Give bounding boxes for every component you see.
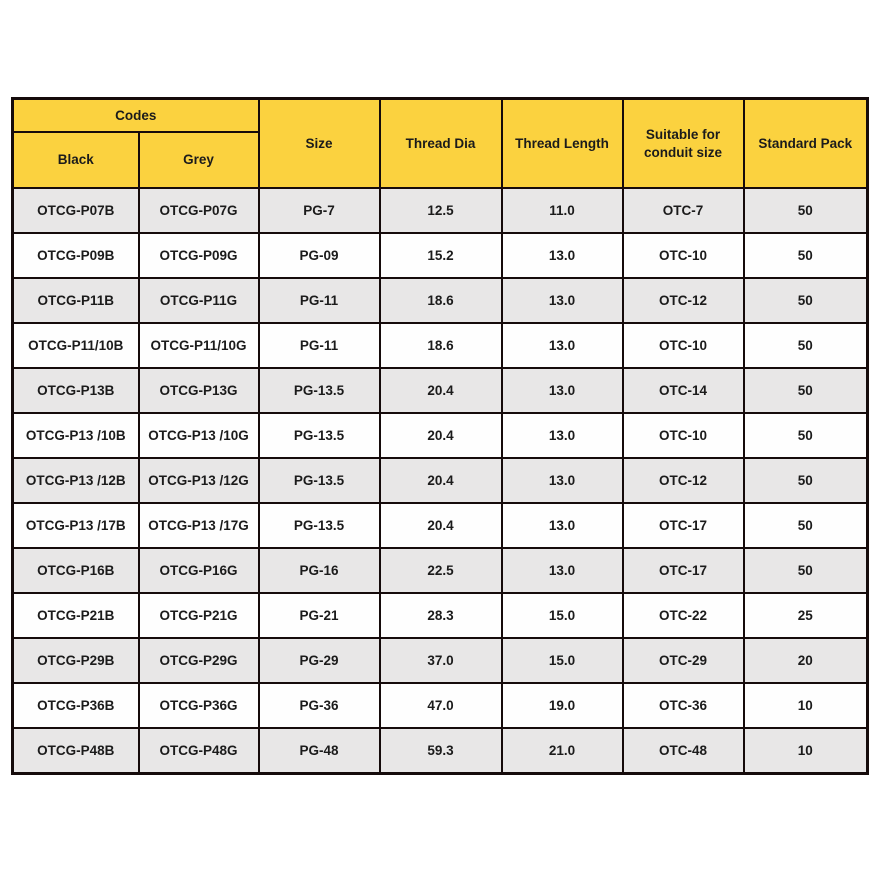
- cell-thread-length: 13.0: [502, 278, 623, 323]
- cell-thread-dia: 20.4: [380, 368, 502, 413]
- cell-thread-length: 13.0: [502, 413, 623, 458]
- cell-code-black: OTCG-P29B: [13, 638, 139, 683]
- cell-thread-dia: 15.2: [380, 233, 502, 278]
- cell-standard-pack: 10: [744, 683, 868, 728]
- cell-thread-length: 15.0: [502, 593, 623, 638]
- cell-code-black: OTCG-P11B: [13, 278, 139, 323]
- cell-code-grey: OTCG-P48G: [139, 728, 259, 774]
- cell-standard-pack: 50: [744, 413, 868, 458]
- cell-code-black: OTCG-P48B: [13, 728, 139, 774]
- cell-thread-length: 13.0: [502, 368, 623, 413]
- cell-thread-length: 15.0: [502, 638, 623, 683]
- cell-conduit-size: OTC-12: [623, 458, 744, 503]
- cell-code-grey: OTCG-P07G: [139, 188, 259, 233]
- cell-size: PG-13.5: [259, 368, 380, 413]
- cell-code-black: OTCG-P09B: [13, 233, 139, 278]
- cell-conduit-size: OTC-36: [623, 683, 744, 728]
- header-codes: Codes: [13, 99, 259, 133]
- table-row: [13, 368, 868, 413]
- cell-code-black: OTCG-P36B: [13, 683, 139, 728]
- cell-size: PG-13.5: [259, 458, 380, 503]
- cell-standard-pack: 50: [744, 458, 868, 503]
- cell-code-grey: OTCG-P13G: [139, 368, 259, 413]
- table-body: [13, 188, 868, 774]
- cell-thread-length: 13.0: [502, 323, 623, 368]
- cell-code-black: OTCG-P07B: [13, 188, 139, 233]
- cell-thread-dia: 20.4: [380, 458, 502, 503]
- cell-code-grey: OTCG-P36G: [139, 683, 259, 728]
- cell-conduit-size: OTC-17: [623, 503, 744, 548]
- cell-thread-dia: 28.3: [380, 593, 502, 638]
- cell-thread-dia: 20.4: [380, 413, 502, 458]
- cell-conduit-size: OTC-10: [623, 323, 744, 368]
- cell-standard-pack: 50: [744, 188, 868, 233]
- table-row: [13, 638, 868, 683]
- table-header: [13, 99, 868, 189]
- header-standard-pack: Standard Pack: [744, 99, 868, 189]
- cell-standard-pack: 50: [744, 548, 868, 593]
- cell-code-grey: OTCG-P09G: [139, 233, 259, 278]
- cell-size: PG-29: [259, 638, 380, 683]
- cell-code-grey: OTCG-P13 /10G: [139, 413, 259, 458]
- table-row: [13, 458, 868, 503]
- cell-code-black: OTCG-P21B: [13, 593, 139, 638]
- cell-thread-dia: 59.3: [380, 728, 502, 774]
- table-row: [13, 728, 868, 774]
- cell-thread-length: 11.0: [502, 188, 623, 233]
- cell-standard-pack: 25: [744, 593, 868, 638]
- table-row: [13, 233, 868, 278]
- cell-code-grey: OTCG-P16G: [139, 548, 259, 593]
- cell-code-black: OTCG-P13B: [13, 368, 139, 413]
- cell-conduit-size: OTC-7: [623, 188, 744, 233]
- cell-code-grey: OTCG-P11/10G: [139, 323, 259, 368]
- cell-thread-dia: 22.5: [380, 548, 502, 593]
- header-thread-dia: Thread Dia: [380, 99, 502, 189]
- cell-thread-dia: 12.5: [380, 188, 502, 233]
- cell-thread-length: 13.0: [502, 458, 623, 503]
- spec-table: [11, 97, 869, 775]
- cell-code-black: OTCG-P16B: [13, 548, 139, 593]
- header-thread-length: Thread Length: [502, 99, 623, 189]
- cell-thread-dia: 47.0: [380, 683, 502, 728]
- cell-standard-pack: 50: [744, 278, 868, 323]
- cell-conduit-size: OTC-17: [623, 548, 744, 593]
- cell-size: PG-11: [259, 278, 380, 323]
- cell-standard-pack: 50: [744, 323, 868, 368]
- table-row: [13, 503, 868, 548]
- table-row: [13, 188, 868, 233]
- cell-size: PG-13.5: [259, 503, 380, 548]
- header-conduit-size-label: Suitable for conduit size: [644, 126, 723, 160]
- header-black: Black: [13, 132, 139, 188]
- cell-standard-pack: 10: [744, 728, 868, 774]
- cell-size: PG-11: [259, 323, 380, 368]
- cell-standard-pack: 20: [744, 638, 868, 683]
- cell-standard-pack: 50: [744, 368, 868, 413]
- cell-thread-dia: 37.0: [380, 638, 502, 683]
- cell-standard-pack: 50: [744, 503, 868, 548]
- cell-conduit-size: OTC-12: [623, 278, 744, 323]
- cell-conduit-size: OTC-22: [623, 593, 744, 638]
- cell-thread-length: 13.0: [502, 233, 623, 278]
- cell-size: PG-13.5: [259, 413, 380, 458]
- header-conduit-size: [623, 99, 744, 189]
- cell-thread-dia: 18.6: [380, 323, 502, 368]
- cell-size: PG-09: [259, 233, 380, 278]
- cell-code-grey: OTCG-P13 /17G: [139, 503, 259, 548]
- cell-conduit-size: OTC-10: [623, 413, 744, 458]
- cell-thread-length: 21.0: [502, 728, 623, 774]
- cell-code-grey: OTCG-P13 /12G: [139, 458, 259, 503]
- table-row: [13, 413, 868, 458]
- cell-code-grey: OTCG-P29G: [139, 638, 259, 683]
- cell-thread-dia: 20.4: [380, 503, 502, 548]
- cell-size: PG-48: [259, 728, 380, 774]
- cell-size: PG-7: [259, 188, 380, 233]
- cell-conduit-size: OTC-48: [623, 728, 744, 774]
- cell-code-grey: OTCG-P11G: [139, 278, 259, 323]
- cell-thread-length: 13.0: [502, 503, 623, 548]
- table-row: [13, 683, 868, 728]
- table-row: [13, 323, 868, 368]
- table-row: [13, 278, 868, 323]
- cell-thread-length: 13.0: [502, 548, 623, 593]
- cell-size: PG-16: [259, 548, 380, 593]
- cell-thread-dia: 18.6: [380, 278, 502, 323]
- cell-code-black: OTCG-P13 /10B: [13, 413, 139, 458]
- cell-code-black: OTCG-P11/10B: [13, 323, 139, 368]
- table-row: [13, 593, 868, 638]
- cell-conduit-size: OTC-14: [623, 368, 744, 413]
- table-row: [13, 548, 868, 593]
- cell-size: PG-36: [259, 683, 380, 728]
- cell-conduit-size: OTC-29: [623, 638, 744, 683]
- header-grey: Grey: [139, 132, 259, 188]
- cell-standard-pack: 50: [744, 233, 868, 278]
- header-size: Size: [259, 99, 380, 189]
- cell-thread-length: 19.0: [502, 683, 623, 728]
- cell-code-black: OTCG-P13 /12B: [13, 458, 139, 503]
- cell-code-grey: OTCG-P21G: [139, 593, 259, 638]
- cell-conduit-size: OTC-10: [623, 233, 744, 278]
- cell-code-black: OTCG-P13 /17B: [13, 503, 139, 548]
- cell-size: PG-21: [259, 593, 380, 638]
